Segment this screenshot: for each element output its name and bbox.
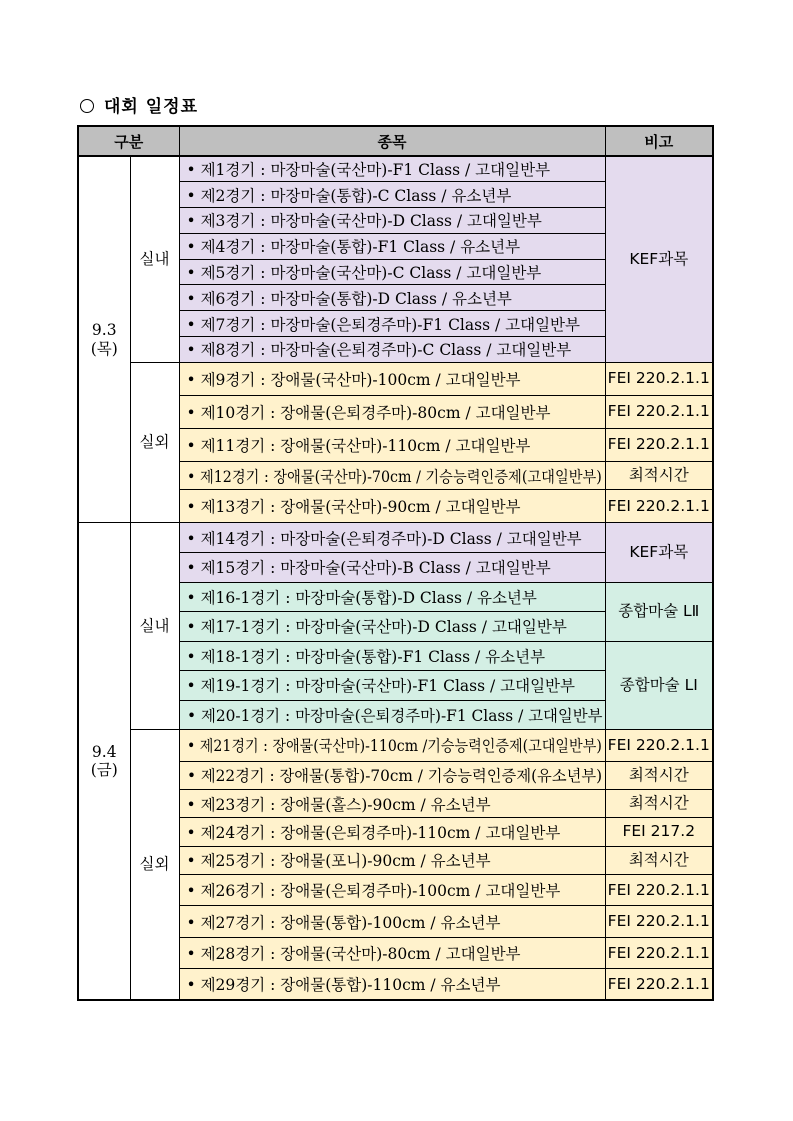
place-indoor: 실내 [130, 156, 179, 362]
event-cell [179, 612, 605, 642]
place-outdoor: 실외 [130, 362, 179, 522]
event-cell [179, 818, 605, 846]
event-text: • 제9경기 : 장애물(국산마)-100cm / 고대일반부 [186, 370, 521, 389]
event-cell [179, 490, 605, 523]
event-text: • 제20-1경기 : 마장마술(은퇴경주마)-F1 Class / 고대일반부 [186, 706, 603, 725]
event-cell [179, 761, 605, 789]
event-cell [179, 874, 605, 906]
event-cell [179, 671, 605, 701]
event-cell [179, 700, 605, 730]
header-row [78, 126, 713, 156]
event-cell [179, 233, 605, 259]
date-cell [78, 523, 130, 1001]
event-cell [179, 906, 605, 938]
event-cell [179, 937, 605, 969]
event-text: • 제10경기 : 장애물(은퇴경주마)-80cm / 고대일반부 [186, 403, 551, 422]
event-text: • 제28경기 : 장애물(국산마)-80cm / 고대일반부 [186, 945, 521, 964]
event-text: • 제14경기 : 마장마술(은퇴경주마)-D Class / 고대일반부 [186, 529, 582, 548]
event-text: • 제18-1경기 : 마장마술(통합)-F1 Class / 유소년부 [186, 647, 546, 666]
table-row [78, 730, 713, 762]
note-cell: FEI 220.2.1.1 [605, 874, 713, 906]
note-cell: FEI 220.2.1.1 [605, 969, 713, 1001]
header-event: 종목 [179, 126, 605, 156]
event-text: • 제11경기 : 장애물(국산마)-110cm / 고대일반부 [186, 436, 531, 455]
note-cell: KEF과목 [605, 156, 713, 362]
note-cell: 종합마술 LⅡ [605, 582, 713, 641]
event-text: • 제4경기 : 마장마술(통합)-F1 Class / 유소년부 [186, 238, 521, 257]
event-text: • 제27경기 : 장애물(통합)-100cm / 유소년부 [186, 913, 501, 932]
event-text: • 제26경기 : 장애물(은퇴경주마)-100cm / 고대일반부 [186, 882, 561, 901]
note-cell: FEI 220.2.1.1 [605, 906, 713, 938]
event-cell [179, 428, 605, 461]
date-text: 9.3 [91, 320, 117, 339]
event-cell [179, 311, 605, 337]
event-text: • 제6경기 : 마장마술(통합)-D Class / 유소년부 [186, 289, 512, 308]
event-text: • 제12경기 : 장애물(국산마)-70cm / 기승능력인증제(고대일반부) [186, 467, 602, 486]
event-cell [179, 582, 605, 612]
event-cell [179, 730, 605, 762]
event-text: • 제15경기 : 마장마술(국산마)-B Class / 고대일반부 [186, 559, 551, 578]
weekday-text: (목) [90, 339, 118, 358]
note-cell: FEI 220.2.1.1 [605, 490, 713, 523]
event-text: • 제21경기 : 장애물(국산마)-110cm /기승능력인증제(고대일반부) [186, 737, 602, 756]
header-note: 비고 [605, 126, 713, 156]
event-cell [179, 259, 605, 285]
event-text: • 제23경기 : 장애물(홀스)-90cm / 유소년부 [186, 795, 491, 814]
note-cell: 종합마술 LⅠ [605, 641, 713, 730]
event-cell [179, 285, 605, 311]
note-cell: FEI 220.2.1.1 [605, 362, 713, 395]
event-cell [179, 969, 605, 1001]
event-text: • 제22경기 : 장애물(통합)-70cm / 기승능력인증제(유소년부) [186, 767, 602, 786]
event-text: • 제16-1경기 : 마장마술(통합)-D Class / 유소년부 [186, 588, 537, 607]
note-cell: FEI 220.2.1.1 [605, 395, 713, 428]
event-cell [179, 789, 605, 817]
event-text: • 제2경기 : 마장마술(통합)-C Class / 유소년부 [186, 186, 512, 205]
date-cell [78, 156, 130, 523]
table-row [78, 523, 713, 553]
event-cell [179, 523, 605, 553]
circle-bullet-icon [80, 99, 94, 113]
event-text: • 제5경기 : 마장마술(국산마)-C Class / 고대일반부 [186, 264, 542, 283]
note-cell: 최적시간 [605, 761, 713, 789]
event-cell [179, 641, 605, 671]
note-cell: FEI 220.2.1.1 [605, 730, 713, 762]
note-cell: FEI 220.2.1.1 [605, 937, 713, 969]
note-cell: FEI 217.2 [605, 818, 713, 846]
place-indoor: 실내 [130, 523, 179, 730]
event-text: • 제17-1경기 : 마장마술(국산마)-D Class / 고대일반부 [186, 618, 567, 637]
header-category: 구분 [78, 126, 179, 156]
event-text: • 제19-1경기 : 마장마술(국산마)-F1 Class / 고대일반부 [186, 677, 575, 696]
event-cell [179, 553, 605, 583]
section-title-text: 대회 일정표 [104, 97, 199, 117]
event-text: • 제29경기 : 장애물(통합)-110cm / 유소년부 [186, 976, 501, 995]
event-text: • 제13경기 : 장애물(국산마)-90cm / 고대일반부 [186, 498, 521, 517]
event-cell [179, 846, 605, 874]
note-cell: FEI 220.2.1.1 [605, 428, 713, 461]
event-text: • 제7경기 : 마장마술(은퇴경주마)-F1 Class / 고대일반부 [186, 315, 580, 334]
section-title [80, 92, 198, 117]
event-text: • 제8경기 : 마장마술(은퇴경주마)-C Class / 고대일반부 [186, 341, 572, 360]
table-row [78, 362, 713, 395]
schedule-body [78, 156, 713, 1000]
note-cell: 최적시간 [605, 461, 713, 489]
note-cell: 최적시간 [605, 846, 713, 874]
event-cell [179, 337, 605, 363]
event-cell [179, 395, 605, 428]
event-cell [179, 182, 605, 208]
event-cell [179, 362, 605, 395]
table-row [78, 156, 713, 182]
event-text: • 제25경기 : 장애물(포니)-90cm / 유소년부 [186, 852, 491, 871]
event-cell [179, 461, 605, 489]
event-cell [179, 156, 605, 182]
weekday-text: (금) [90, 761, 118, 780]
place-outdoor: 실외 [130, 730, 179, 1001]
note-cell: 최적시간 [605, 789, 713, 817]
note-cell: KEF과목 [605, 523, 713, 583]
event-text: • 제3경기 : 마장마술(국산마)-D Class / 고대일반부 [186, 212, 542, 231]
event-text: • 제24경기 : 장애물(은퇴경주마)-110cm / 고대일반부 [186, 823, 561, 842]
schedule-table [77, 125, 714, 1001]
event-text: • 제1경기 : 마장마술(국산마)-F1 Class / 고대일반부 [186, 161, 551, 180]
date-text: 9.4 [91, 742, 117, 761]
event-cell [179, 208, 605, 234]
